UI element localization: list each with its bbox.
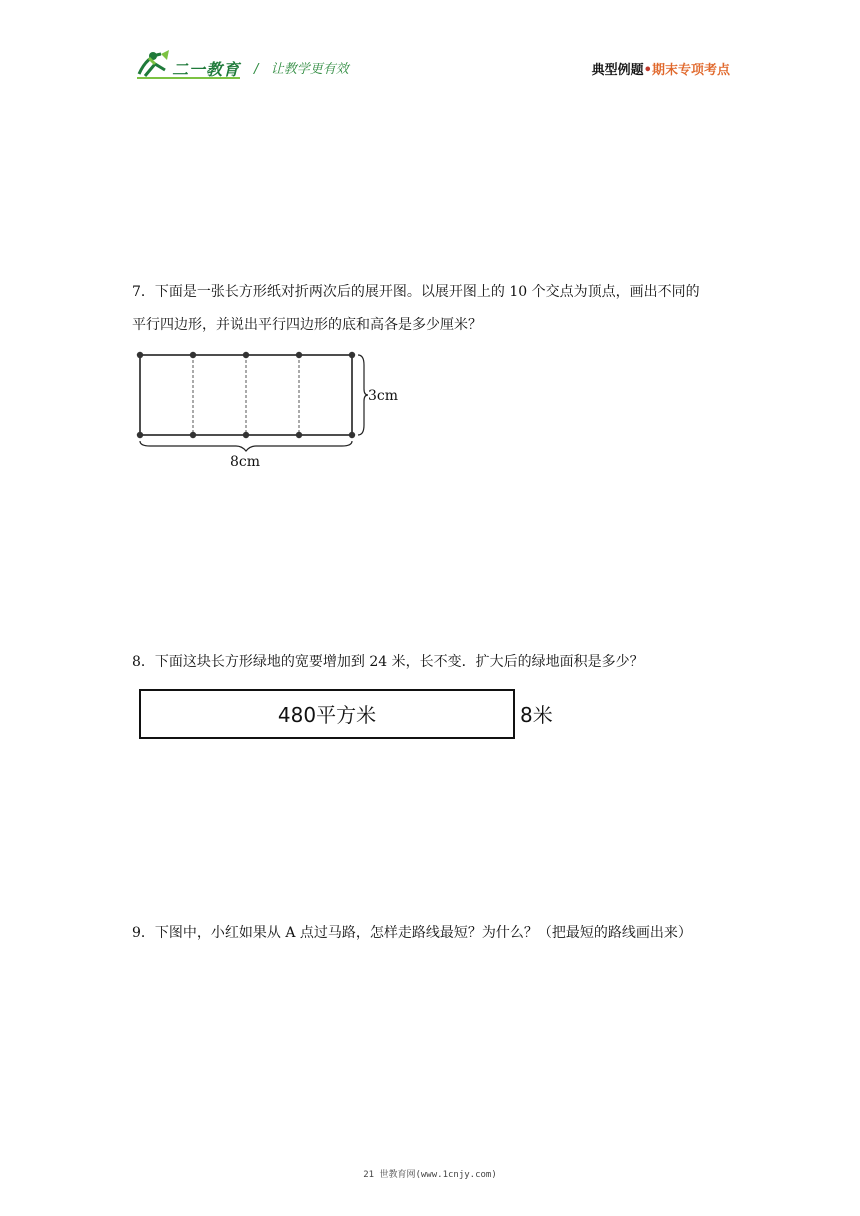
question-8-text: 8．下面这块长方形绿地的宽要增加到 24 米，长不变．扩大后的绿地面积是多少？	[132, 654, 644, 670]
brand-name: 二一教育	[172, 60, 241, 79]
vertex-dot	[296, 352, 302, 358]
vertex-dot	[243, 432, 249, 438]
header-topic-suffix: 期末专项考点	[651, 63, 730, 78]
question-7-figure	[130, 345, 410, 470]
vertex-dot	[349, 352, 355, 358]
question-7-line-2: 平行四边形，并说出平行四边形的底和高各是多少厘米？	[132, 317, 482, 333]
width-label: 8cm	[230, 454, 261, 470]
lawn-width-label: 8米	[520, 703, 553, 727]
header-topic-prefix: 典型例题	[591, 63, 644, 78]
question-7-line-1: 7．下面是一张长方形纸对折两次后的展开图。以展开图上的 10 个交点为顶点，画出不同的	[132, 284, 700, 300]
vertex-dot	[190, 432, 196, 438]
slogan	[254, 58, 349, 77]
slogan-separator: /	[254, 62, 259, 77]
vertex-dot	[137, 432, 143, 438]
width-brace	[140, 441, 352, 451]
header-topic-dot: •	[643, 63, 652, 78]
header-topic	[592, 59, 730, 78]
question-8-figure	[130, 685, 570, 745]
vertex-dot	[243, 352, 249, 358]
area-label: 480平方米	[277, 703, 377, 727]
slogan-text: 让教学更有效	[270, 62, 349, 77]
page-footer: 21 世教育网(www.1cnjy.com)	[363, 1170, 497, 1180]
vertex-dot	[349, 432, 355, 438]
vertex-dot	[137, 352, 143, 358]
vertex-dot	[296, 432, 302, 438]
height-label: 3cm	[368, 388, 399, 404]
vertex-dot	[190, 352, 196, 358]
height-brace	[358, 355, 368, 435]
question-9-text: 9．下图中，小红如果从 A 点过马路，怎样走路线最短？为什么？（把最短的路线画出来）	[132, 925, 692, 941]
